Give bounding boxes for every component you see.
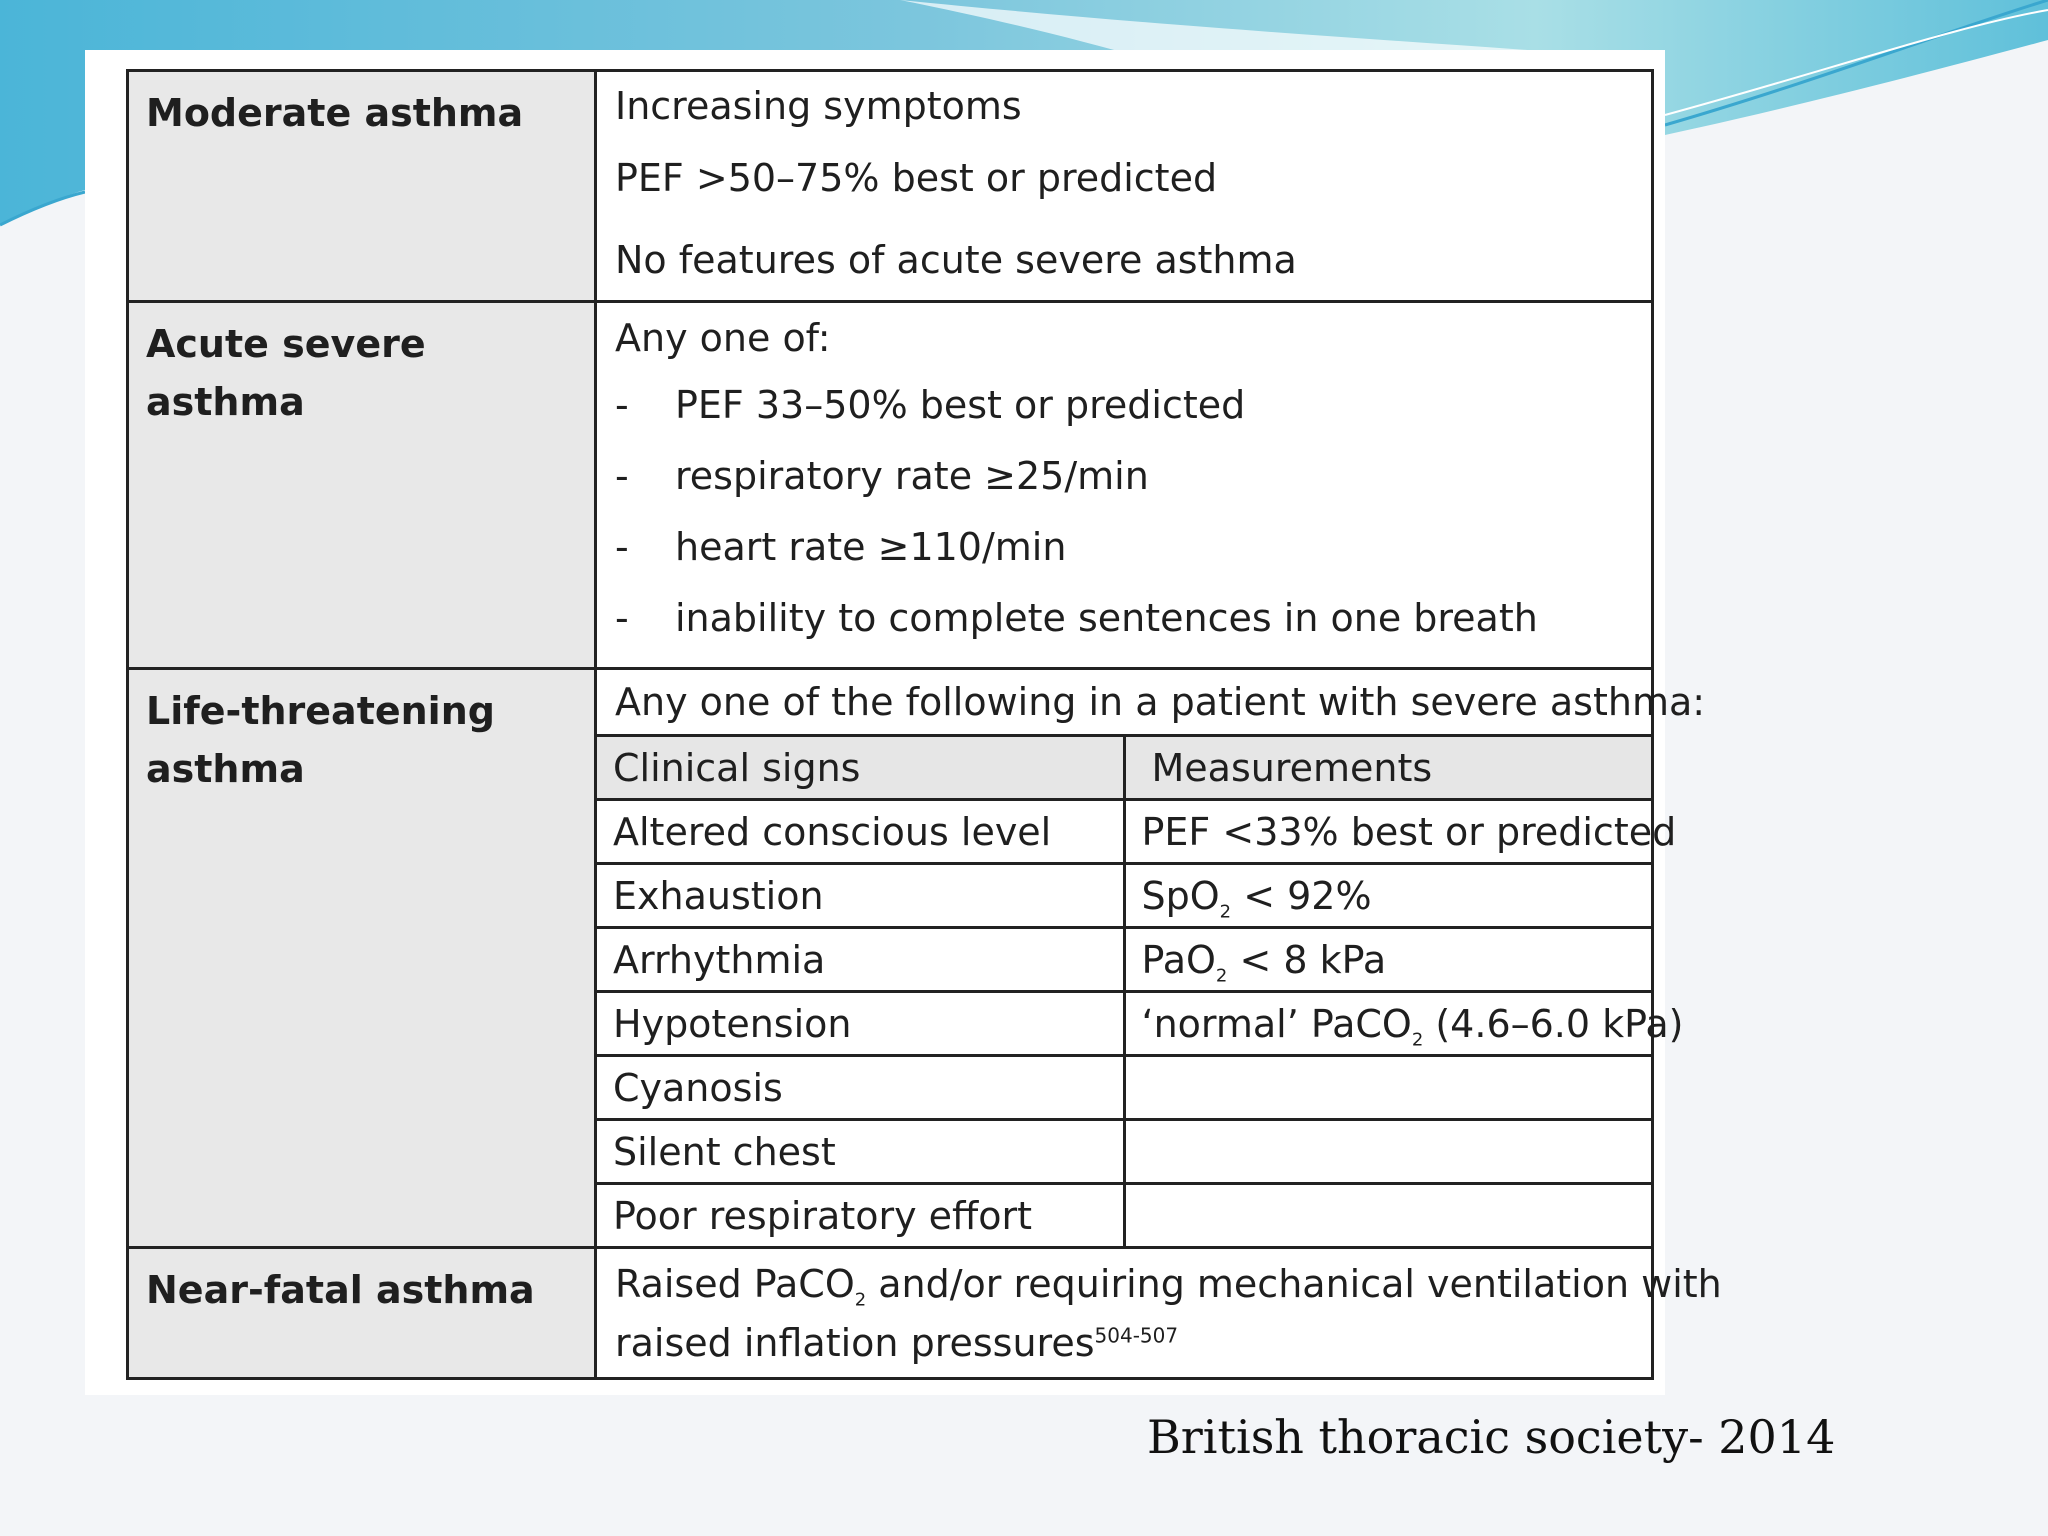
clinical-sign: Poor respiratory effort — [597, 1184, 1124, 1247]
source-caption: British thoracic society- 2014 — [1147, 1410, 1836, 1464]
criteria-bullet — [597, 586, 1651, 657]
bullet-dash: - — [615, 383, 629, 427]
table-row — [597, 928, 1651, 992]
bullet-text: inability to complete sentences in one breath — [675, 596, 1538, 640]
table-row — [597, 992, 1651, 1056]
header-clinical-signs: Clinical signs — [597, 736, 1124, 800]
row-moderate-asthma — [128, 71, 1653, 302]
measurement — [1124, 1184, 1651, 1247]
table-row — [597, 1120, 1651, 1184]
acute-severe-intro: Any one of: — [615, 316, 831, 360]
moderate-criteria — [596, 71, 1653, 302]
category-label-line: asthma — [146, 747, 305, 791]
row-near-fatal-asthma — [128, 1248, 1653, 1379]
bullet-dash: - — [615, 454, 629, 498]
category-moderate: Moderate asthma — [128, 71, 596, 302]
measurement: ‘normal’ PaCO$_2$ (4.6–6.0 kPa) — [1124, 992, 1651, 1056]
subtable-header-row — [597, 736, 1651, 800]
bullet-dash: - — [615, 525, 629, 569]
near-fatal-line: Raised PaCO$_2$ and/or requiring mechanical ventilation with — [615, 1262, 1722, 1311]
criteria-bullet — [597, 373, 1651, 444]
asthma-severity-table — [126, 69, 1722, 1380]
life-threatening-subtable — [597, 670, 1706, 1246]
acute-severe-criteria — [596, 302, 1653, 669]
measurement — [1124, 1120, 1651, 1184]
header-measurements: Measurements — [1124, 736, 1651, 800]
moderate-line: PEF >50–75% best or predicted — [615, 156, 1218, 200]
near-fatal-criteria — [596, 1248, 1722, 1379]
category-near-fatal: Near-fatal asthma — [128, 1248, 596, 1379]
row-life-threatening-asthma — [128, 669, 1653, 1248]
table-row — [597, 1184, 1651, 1247]
life-threatening-intro: Any one of the following in a patient with severe asthma: — [597, 670, 1651, 736]
criteria-bullet — [597, 444, 1651, 515]
reference-superscript: 504-507 — [1094, 1323, 1179, 1348]
life-threatening-intro-row — [597, 670, 1651, 736]
bullet-text: respiratory rate ≥25/min — [675, 454, 1149, 498]
measurement: PaO$_2$ < 8 kPa — [1124, 928, 1651, 992]
row-acute-severe-asthma — [128, 302, 1653, 669]
category-label-line: Life-threatening — [146, 689, 495, 733]
measurement: SpO$_2$ < 92% — [1124, 864, 1651, 928]
category-life-threatening — [128, 669, 596, 1248]
bullet-text: PEF 33–50% best or predicted — [675, 383, 1246, 427]
moderate-line: No features of acute severe asthma — [615, 238, 1297, 282]
life-threatening-criteria — [596, 669, 1706, 1248]
clinical-sign: Hypotension — [597, 992, 1124, 1056]
criteria-bullet — [597, 515, 1651, 586]
clinical-sign: Exhaustion — [597, 864, 1124, 928]
measurement: PEF <33% best or predicted — [1124, 800, 1651, 864]
bullet-dash: - — [615, 596, 629, 640]
moderate-line: Increasing symptoms — [615, 84, 1022, 128]
clinical-sign: Arrhythmia — [597, 928, 1124, 992]
clinical-sign: Silent chest — [597, 1120, 1124, 1184]
clinical-sign: Cyanosis — [597, 1056, 1124, 1120]
near-fatal-line: raised inflation pressures$^{504-507}$ — [615, 1321, 1179, 1365]
table-row — [597, 1056, 1651, 1120]
bullet-text: heart rate ≥110/min — [675, 525, 1067, 569]
table-row — [597, 864, 1651, 928]
clinical-sign: Altered conscious level — [597, 800, 1124, 864]
table-row — [597, 800, 1651, 864]
measurement — [1124, 1056, 1651, 1120]
category-acute-severe: Acute severe asthma — [128, 302, 596, 669]
